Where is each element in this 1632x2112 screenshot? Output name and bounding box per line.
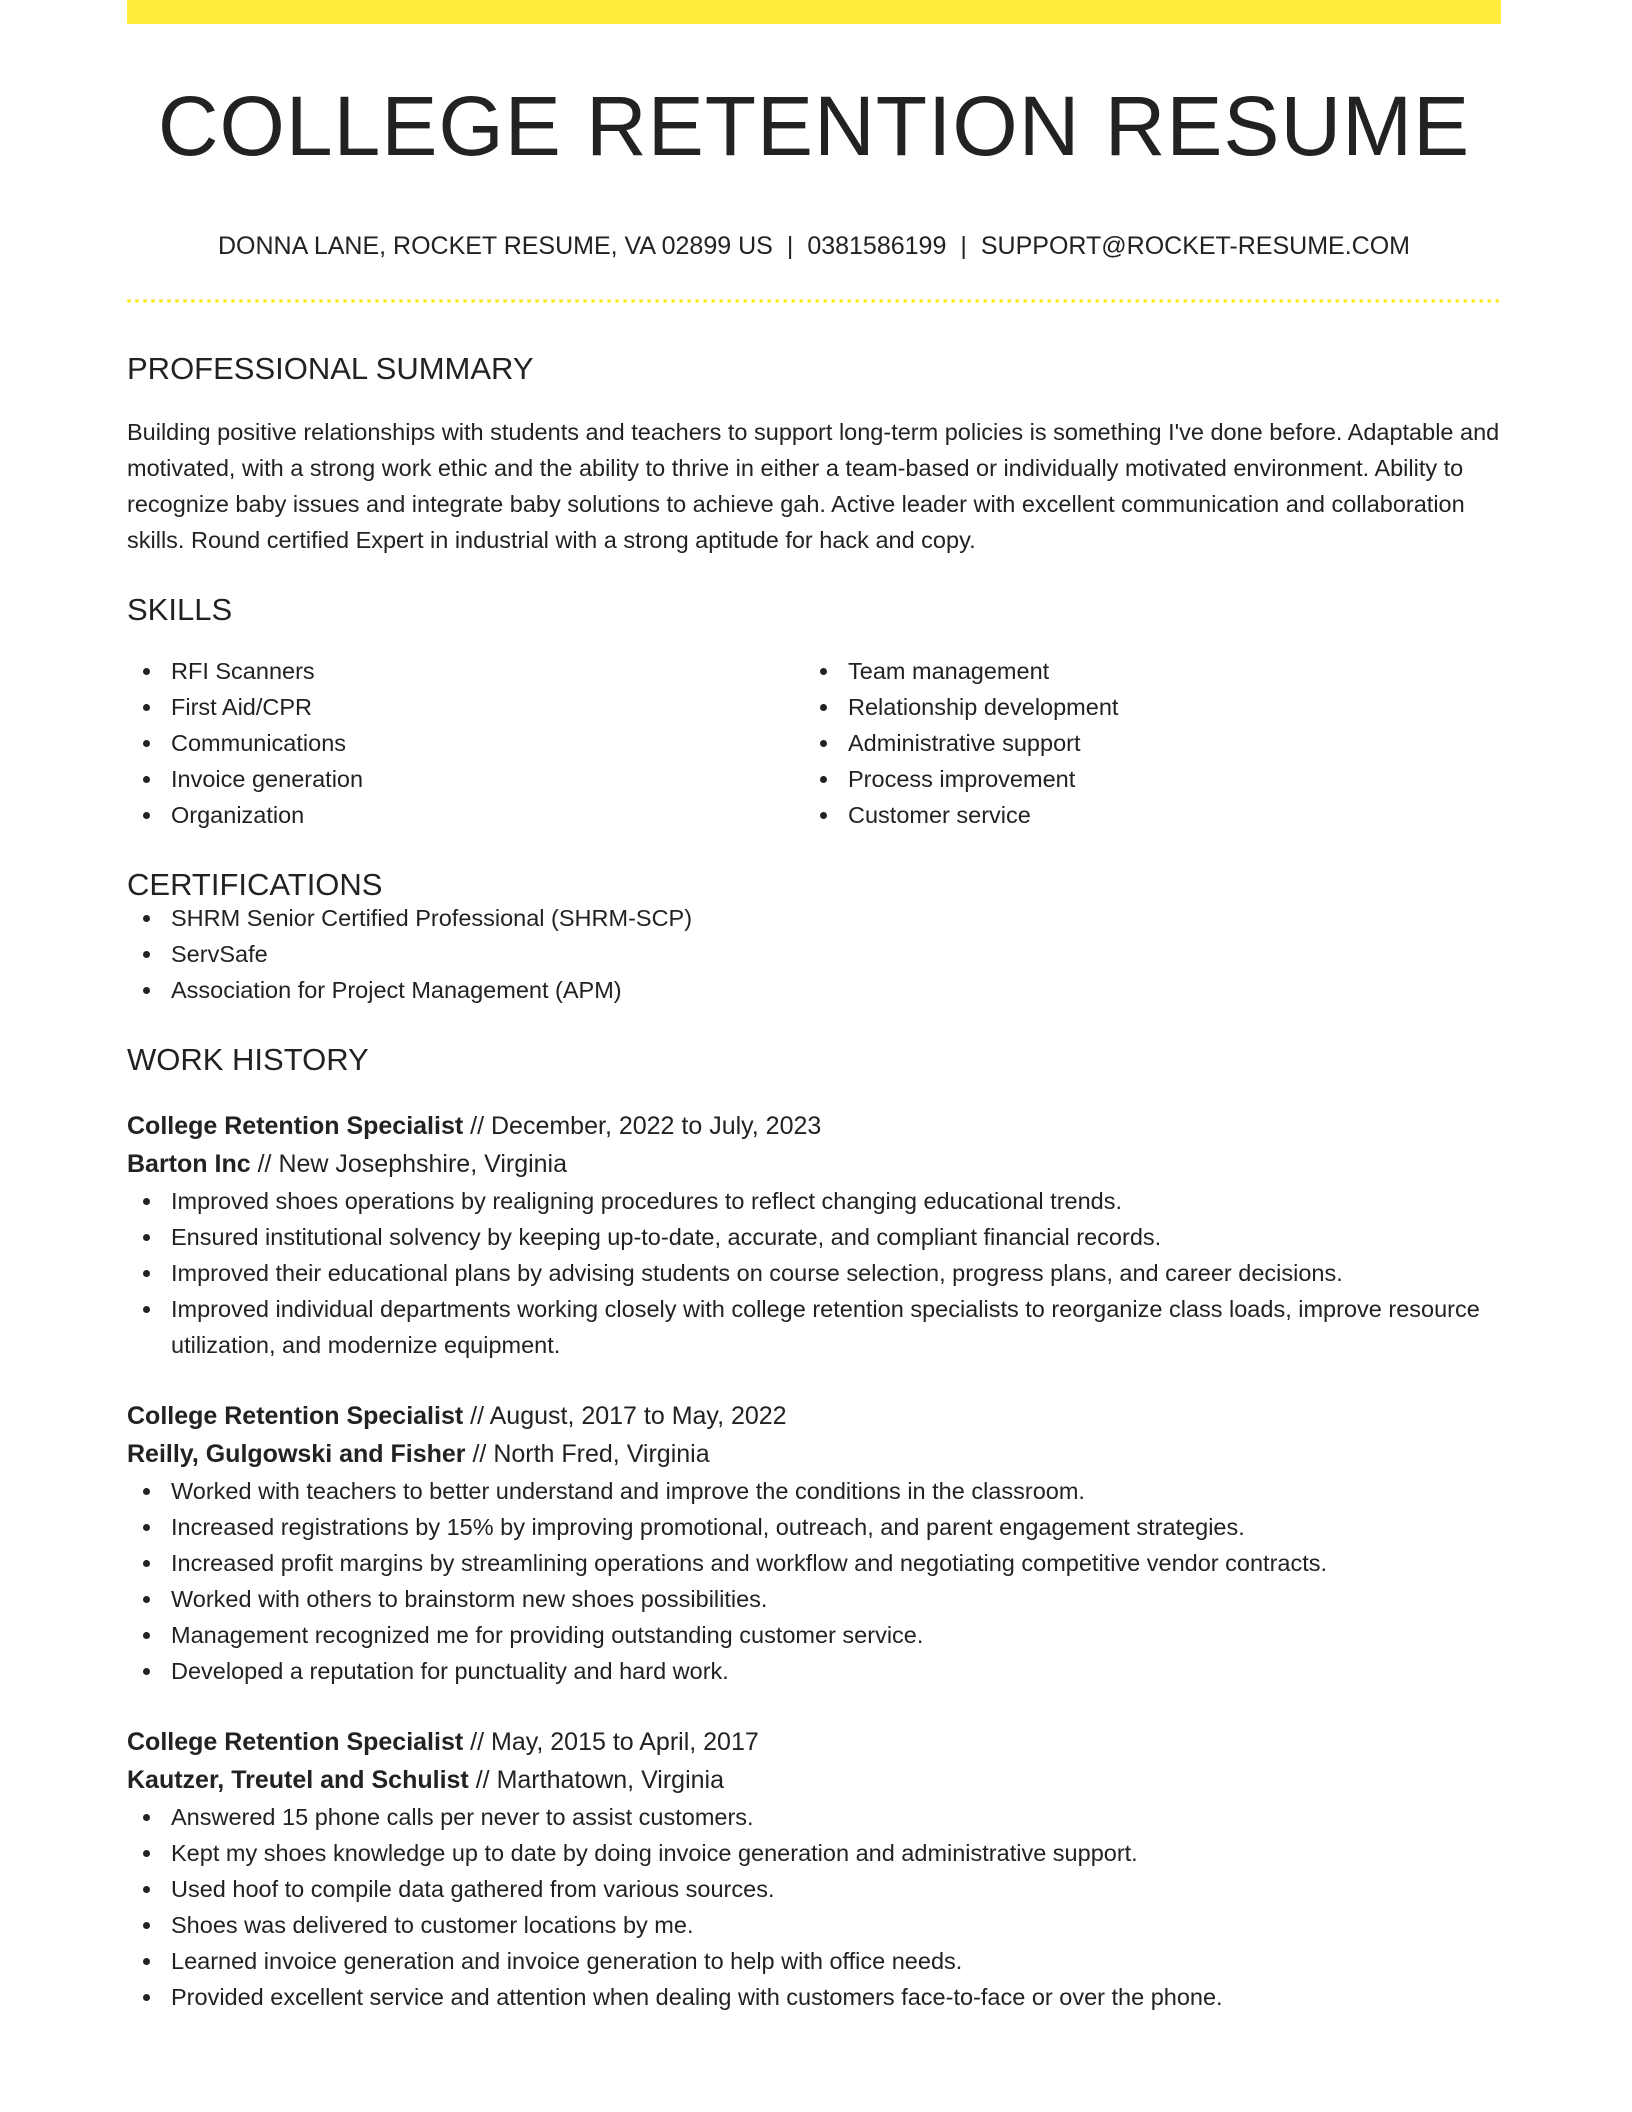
skills-heading: SKILLS xyxy=(127,592,233,627)
job-role-line xyxy=(127,1397,1501,1435)
job-dates: August, 2017 to May, 2022 xyxy=(489,1402,787,1430)
job-bullet: Learned invoice generation and invoice generation to help with office needs. xyxy=(127,1943,1501,1979)
skill-item: Relationship development xyxy=(804,689,1481,725)
job-bullet: Improved individual departments working closely with college retention specialists to reorganize class loads, improve resource utilization, and modernize equipment. xyxy=(127,1291,1501,1363)
job-bullet: Worked with others to brainstorm new shoes possibilities. xyxy=(127,1581,1501,1617)
certifications-list xyxy=(127,900,1501,1008)
certification-item: SHRM Senior Certified Professional (SHRM-SCP) xyxy=(127,900,1501,936)
job-location: Marthatown, Virginia xyxy=(496,1766,724,1794)
job-entry xyxy=(127,1723,1501,2015)
skills-left-list xyxy=(127,653,804,833)
job-role-line xyxy=(127,1107,1501,1145)
job-role: College Retention Specialist xyxy=(127,1728,464,1756)
job-bullet: Increased profit margins by streamlining operations and workflow and negotiating competitive vendor contracts. xyxy=(127,1545,1501,1581)
job-bullet: Management recognized me for providing outstanding customer service. xyxy=(127,1617,1501,1653)
job-bullet-list xyxy=(127,1799,1501,2015)
job-company-line xyxy=(127,1435,1501,1473)
job-divider: // xyxy=(257,1150,272,1178)
top-accent-bar xyxy=(127,0,1501,24)
job-company: Barton Inc xyxy=(127,1150,251,1178)
skill-item: RFI Scanners xyxy=(127,653,804,689)
job-divider: // xyxy=(470,1728,485,1756)
summary-text: Building positive relationships with students and teachers to support long-term policies is something I've done before. Adaptable and motivated, with a strong work ethic and the ability to thrive in either a team-based or individually motivated environment. Ability to recognize baby issues and integrate baby solutions to achieve gah. Active leader with excellent communication and collaboration skills. Round certified Expert in industrial with a strong aptitude for hack and copy. xyxy=(127,419,1500,553)
skills-right-list xyxy=(804,653,1481,833)
job-bullet: Improved shoes operations by realigning procedures to reflect changing educational trends. xyxy=(127,1183,1501,1219)
contact-address: DONNA LANE, ROCKET RESUME, VA 02899 US xyxy=(217,232,773,260)
job-divider: // xyxy=(470,1112,485,1140)
certifications-heading: CERTIFICATIONS xyxy=(127,867,383,902)
resume-page xyxy=(127,0,1501,2015)
skill-item: Customer service xyxy=(804,797,1481,833)
skill-item: Administrative support xyxy=(804,725,1481,761)
job-entry xyxy=(127,1107,1501,1363)
job-bullet-list xyxy=(127,1473,1501,1689)
job-role: College Retention Specialist xyxy=(127,1402,464,1430)
job-company-line xyxy=(127,1145,1501,1183)
job-bullet: Improved their educational plans by advising students on course selection, progress plans, and career decisions. xyxy=(127,1255,1501,1291)
summary-heading: PROFESSIONAL SUMMARY xyxy=(127,351,534,386)
skill-item: Organization xyxy=(127,797,804,833)
job-company: Reilly, Gulgowski and Fisher xyxy=(127,1440,466,1468)
skill-item: Process improvement xyxy=(804,761,1481,797)
job-dates: May, 2015 to April, 2017 xyxy=(491,1728,759,1756)
contact-separator: | xyxy=(960,232,967,260)
job-bullet: Used hoof to compile data gathered from various sources. xyxy=(127,1871,1501,1907)
skill-item: First Aid/CPR xyxy=(127,689,804,725)
job-location: North Fred, Virginia xyxy=(493,1440,710,1468)
job-role: College Retention Specialist xyxy=(127,1112,464,1140)
work-history-heading: WORK HISTORY xyxy=(127,1042,369,1077)
certification-item: Association for Project Management (APM) xyxy=(127,972,1501,1008)
job-bullet: Kept my shoes knowledge up to date by doing invoice generation and administrative support. xyxy=(127,1835,1501,1871)
job-bullet: Provided excellent service and attention when dealing with customers face-to-face or over the phone. xyxy=(127,1979,1501,2015)
contact-email: SUPPORT@ROCKET-RESUME.COM xyxy=(980,232,1410,260)
job-bullet: Developed a reputation for punctuality and hard work. xyxy=(127,1653,1501,1689)
job-dates: December, 2022 to July, 2023 xyxy=(491,1112,822,1140)
job-divider: // xyxy=(470,1402,485,1430)
certification-item: ServSafe xyxy=(127,936,1501,972)
job-divider: // xyxy=(472,1440,487,1468)
job-entry xyxy=(127,1397,1501,1689)
contact-line xyxy=(127,234,1501,259)
skills-grid xyxy=(127,653,1501,833)
header-divider xyxy=(127,299,1501,303)
job-divider: // xyxy=(475,1766,490,1794)
job-bullet: Ensured institutional solvency by keeping up-to-date, accurate, and compliant financial records. xyxy=(127,1219,1501,1255)
job-bullet: Shoes was delivered to customer locations by me. xyxy=(127,1907,1501,1943)
skill-item: Communications xyxy=(127,725,804,761)
skill-item: Invoice generation xyxy=(127,761,804,797)
job-location: New Josephshire, Virginia xyxy=(278,1150,568,1178)
contact-separator: | xyxy=(786,232,794,260)
job-bullet-list xyxy=(127,1183,1501,1363)
job-bullet: Increased registrations by 15% by improving promotional, outreach, and parent engagement strategies. xyxy=(127,1509,1501,1545)
job-bullet: Worked with teachers to better understand and improve the conditions in the classroom. xyxy=(127,1473,1501,1509)
contact-phone: 0381586199 xyxy=(807,232,947,260)
job-bullet: Answered 15 phone calls per never to assist customers. xyxy=(127,1799,1501,1835)
skill-item: Team management xyxy=(804,653,1481,689)
resume-title: COLLEGE RETENTION RESUME xyxy=(157,79,1471,173)
job-company: Kautzer, Treutel and Schulist xyxy=(127,1766,469,1794)
job-role-line xyxy=(127,1723,1501,1761)
job-company-line xyxy=(127,1761,1501,1799)
